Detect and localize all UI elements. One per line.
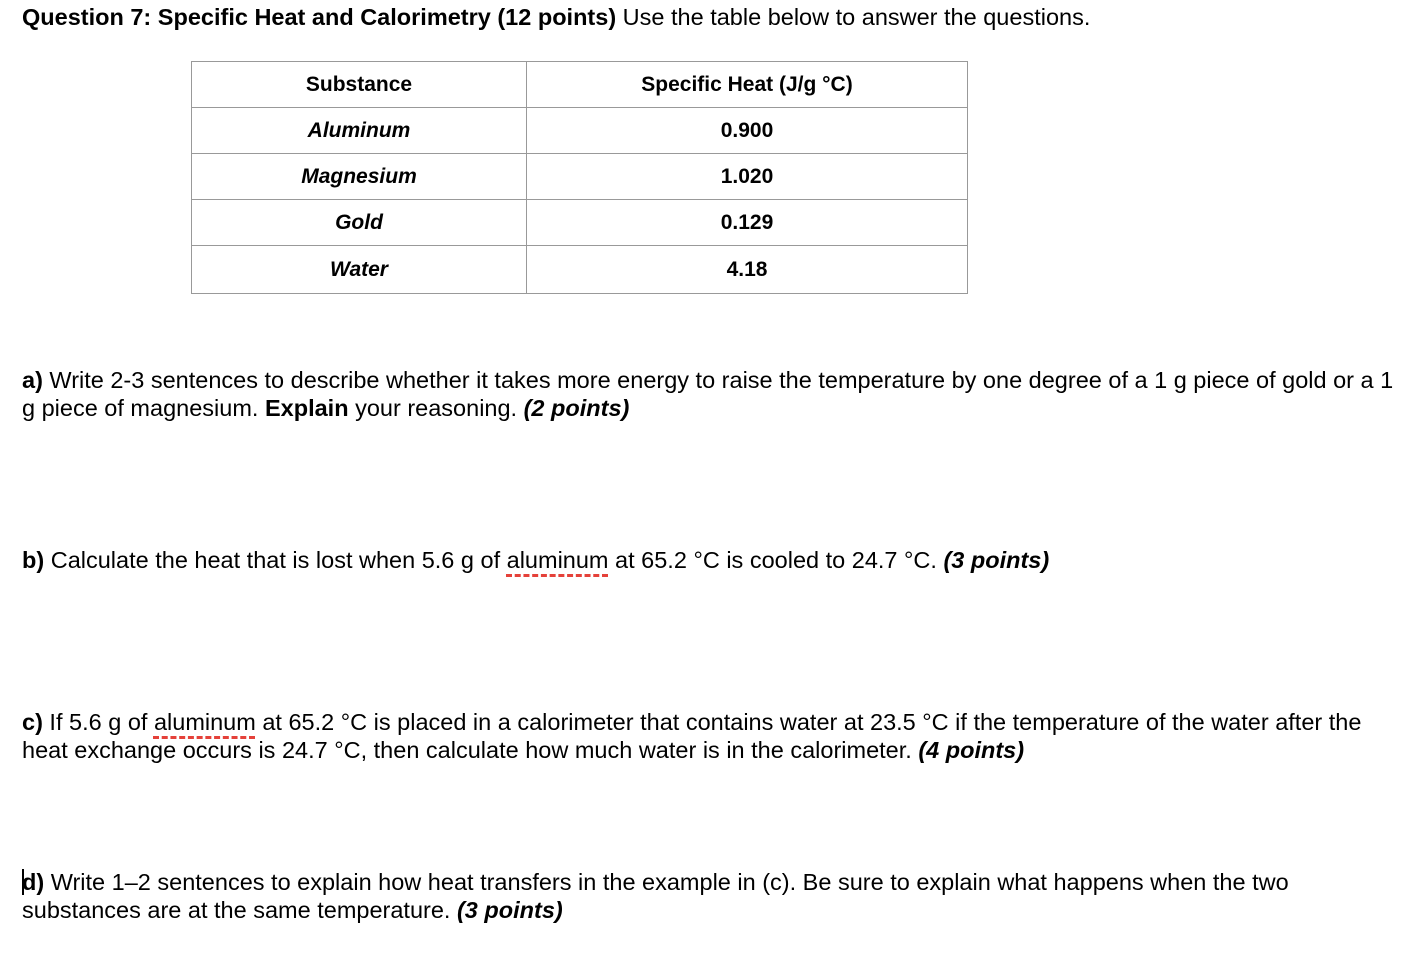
question-title [22,3,1402,31]
label: c) [22,709,43,735]
points: (2 points) [523,395,630,421]
points: (3 points) [943,547,1050,573]
substance-cell: Magnesium [192,154,527,200]
substance-cell: Aluminum [192,108,527,154]
text: at 65.2 °C is cooled to 24.7 °C. [608,547,944,573]
label: b) [22,547,45,573]
text: your reasoning. [348,395,524,421]
value-cell: 1.020 [527,154,968,200]
text: Write 1–2 sentences to explain how heat transfers in the example in (c). Be sure to explain what happens when the two substances are at the same temperature. [22,869,1289,923]
question-c [22,708,1402,764]
title-bold: Question 7: Specific Heat and Calorimetry (12 points) [22,4,617,30]
spellcheck-word[interactable]: aluminum [153,709,256,735]
header-substance: Substance [192,62,527,108]
title-rest: Use the table below to answer the questions. [616,4,1091,30]
question-a [22,366,1402,422]
table-row [192,154,968,200]
substance-cell: Gold [192,200,527,246]
table-row [192,108,968,154]
spellcheck-word[interactable]: aluminum [506,547,609,573]
text: Write 2-3 sentences to describe whether it takes more energy to raise the temperature by one degree of a 1 g piece of gold or a 1 g piece of magnesium. [22,367,1394,421]
value-cell: 0.900 [527,108,968,154]
points: (3 points) [456,897,563,923]
text: Calculate the heat that is lost when 5.6 g of [44,547,507,573]
substance-cell: Water [192,246,527,294]
text: If 5.6 g of [42,709,154,735]
table-header-row [192,62,968,108]
value-cell: 4.18 [527,246,968,294]
value-cell: 0.129 [527,200,968,246]
table-row [192,246,968,294]
specific-heat-table [191,61,968,294]
header-specific-heat: Specific Heat (J/g °C) [527,62,968,108]
points: (4 points) [918,737,1025,763]
question-d [22,868,1402,924]
label: a) [22,367,43,393]
bold-word: Explain [264,395,349,421]
text: at 65.2 °C is placed in a calorimeter that contains water at 23.5 °C if the temperature of the water after the heat exchange occurs is 24.7 °C, then calculate how much water is in the calorimeter. [22,709,1362,763]
question-b [22,546,1402,574]
table-row [192,200,968,246]
label: d) [22,869,45,895]
